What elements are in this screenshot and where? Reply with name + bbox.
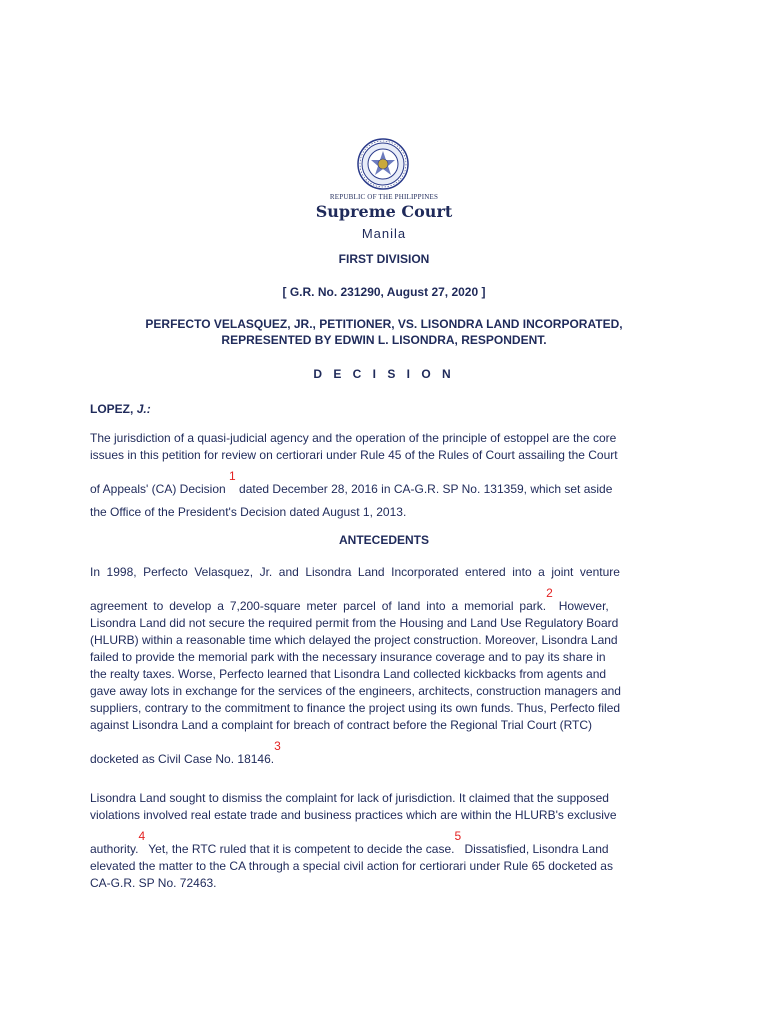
case-parties — [0, 316, 768, 348]
section-heading: ANTECEDENTS — [338, 533, 429, 547]
text-line: failed to provide the memorial park with the necessary insurance coverage and to pay its share in — [90, 650, 606, 664]
footnote-link-3[interactable]: 3 — [274, 739, 281, 753]
republic-label: REPUBLIC OF THE PHILIPPINES — [329, 193, 439, 201]
text-line — [90, 739, 678, 768]
footnote-link-4[interactable]: 4 — [138, 829, 146, 843]
text-run: dated December 28, 2016 in CA-G.R. SP No. 131359, which set aside — [235, 482, 613, 496]
text-line: (HLURB) within a reasonable time which delayed the project construction. Moreover, Lisondra Land — [90, 633, 618, 647]
division-title: FIRST DIVISION — [338, 252, 430, 266]
text-line: gave away lots in exchange for the services of the engineers, architects, construction managers and — [90, 684, 621, 698]
text-line — [90, 586, 678, 615]
text-line: Lisondra Land did not secure the required permit from the Housing and Land Use Regulatory Board — [90, 616, 619, 630]
text-run: However, — [552, 599, 609, 613]
text-line — [90, 829, 678, 858]
supreme-court-seal-icon — [357, 138, 409, 190]
parties-line-1: PERFECTO VELASQUEZ, JR., PETITIONER, VS. LISONDRA LAND INCORPORATED, — [145, 317, 623, 331]
ponente-name: LOPEZ, — [90, 402, 134, 416]
text-run: Yet, the RTC ruled that it is competent to decide the case. — [145, 842, 455, 856]
text-run: Dissatisfied, Lisondra Land — [461, 842, 609, 856]
text-line: against Lisondra Land a complaint for breach of contract before the Regional Trial Court (RTC) — [90, 718, 593, 732]
court-name: Supreme Court — [315, 202, 453, 221]
text-line: the realty taxes. Worse, Perfecto learned that Lisondra Land collected kickbacks from agents and — [90, 667, 607, 681]
text-line: In 1998, Perfecto Velasquez, Jr. and Lisondra Land Incorporated entered into a joint venture — [90, 565, 620, 579]
court-city: Manila — [361, 226, 407, 241]
text-line: CA-G.R. SP No. 72463. — [90, 876, 217, 890]
text-line: issues in this petition for review on certiorari under Rule 45 of the Rules of Court assailing the Court — [90, 448, 618, 462]
text-run: agreement to develop a 7,200-square meter parcel of land into a memorial park. — [90, 599, 547, 613]
parties-line-2: REPRESENTED BY EDWIN L. LISONDRA, RESPONDENT. — [221, 333, 547, 347]
footnote-link-2[interactable]: 2 — [546, 586, 553, 600]
ponente — [90, 402, 151, 416]
footnote-link-1[interactable]: 1 — [229, 469, 236, 483]
text-line: The jurisdiction of a quasi-judicial agency and the operation of the principle of estoppel are the core — [90, 431, 617, 445]
case-number: [ G.R. No. 231290, August 27, 2020 ] — [282, 285, 486, 299]
text-line: violations involved real estate trade and business practices which are within the HLURB's exclusive — [90, 808, 617, 822]
antecedents-paragraph-1 — [90, 564, 678, 768]
text-line: Lisondra Land sought to dismiss the complaint for lack of jurisdiction. It claimed that the supposed — [90, 791, 609, 805]
text-run: of Appeals' (CA) Decision — [90, 482, 226, 496]
text-line: suppliers, contrary to the commitment to finance the project using its own funds. Thus, Perfecto filed — [90, 701, 621, 715]
intro-paragraph — [90, 430, 678, 521]
document-type: D E C I S I O N — [313, 367, 455, 381]
text-run: docketed as Civil Case No. 18146. — [90, 752, 275, 766]
text-line: elevated the matter to the CA through a special civil action for certiorari under Rule 65 docketed as — [90, 859, 613, 873]
ponente-suffix: J.: — [136, 402, 151, 416]
footnote-link-5[interactable]: 5 — [454, 829, 462, 843]
antecedents-paragraph-2 — [90, 790, 678, 892]
text-line — [90, 469, 678, 498]
text-run: authority. — [90, 842, 139, 856]
text-line: the Office of the President's Decision dated August 1, 2013. — [90, 505, 407, 519]
